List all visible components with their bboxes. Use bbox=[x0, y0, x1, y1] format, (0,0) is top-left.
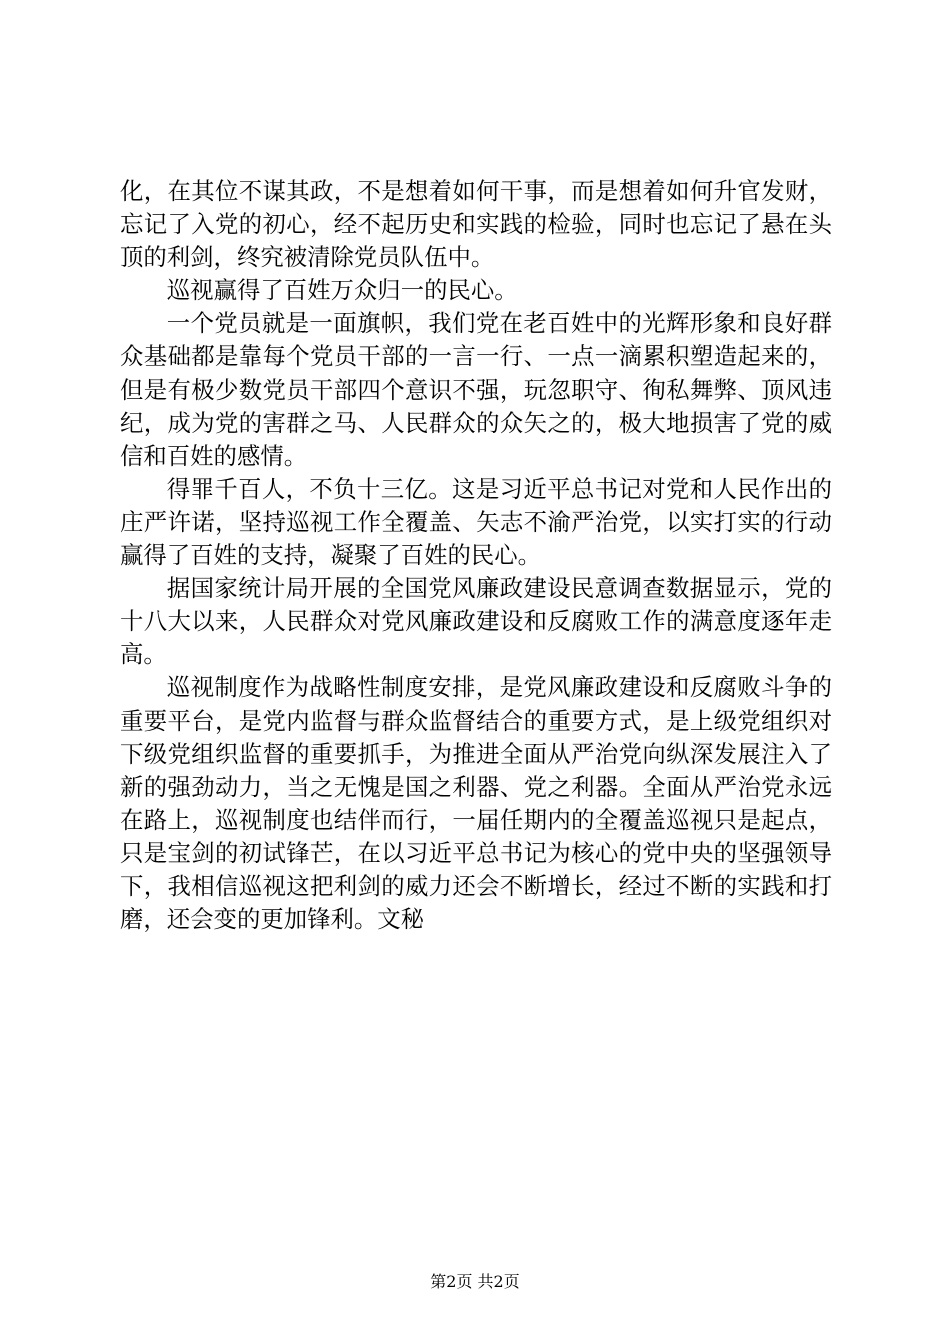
page-footer: 第2页 共2页 bbox=[430, 1272, 520, 1291]
paragraph: 一个党员就是一面旗帜，我们党在老百姓中的光辉形象和良好群众基础都是靠每个党员干部的一言一行、一点一滴累积塑造起来的，但是有极少数党员干部四个意识不强，玩忽职守、徇私舞弊、顶风违纪，成为党的害群之马、人民群众的众矢之的，极大地损害了党的威信和百姓的感情。 bbox=[120, 309, 832, 470]
paragraph-continuation: 化，在其位不谋其政，不是想着如何干事，而是想着如何升官发财，忘记了入党的初心，经不起历史和实践的检验，同时也忘记了悬在头顶的利剑，终究被清除党员队伍中。 bbox=[120, 177, 832, 272]
paragraph-heading-line: 巡视赢得了百姓万众归一的民心。 bbox=[166, 276, 518, 305]
paragraph: 巡视制度作为战略性制度安排，是党风廉政建设和反腐败斗争的重要平台，是党内监督与群众监督结合的重要方式，是上级党组织对下级党组织监督的重要抓手，为推进全面从严治党向纵深发展注入了新的强劲动力，当之无愧是国之利器、党之利器。全面从严治党永远在路上，巡视制度也结伴而行，一届任期内的全覆盖巡视只是起点，只是宝剑的初试锋芒，在以习近平总书记为核心的党中央的坚强领导下，我相信巡视这把利剑的威力还会不断增长，经过不断的实践和打磨，还会变的更加锋利。文秘 bbox=[120, 673, 832, 934]
document-body bbox=[120, 175, 832, 936]
paragraph: 得罪千百人，不负十三亿。这是习近平总书记对党和人民作出的庄严许诺，坚持巡视工作全覆盖、矢志不渝严治党，以实打实的行动赢得了百姓的支持，凝聚了百姓的民心。 bbox=[120, 474, 832, 570]
paragraph: 据国家统计局开展的全国党风廉政建设民意调查数据显示，党的十八大以来，人民群众对党风廉政建设和反腐败工作的满意度逐年走高。 bbox=[120, 574, 832, 669]
